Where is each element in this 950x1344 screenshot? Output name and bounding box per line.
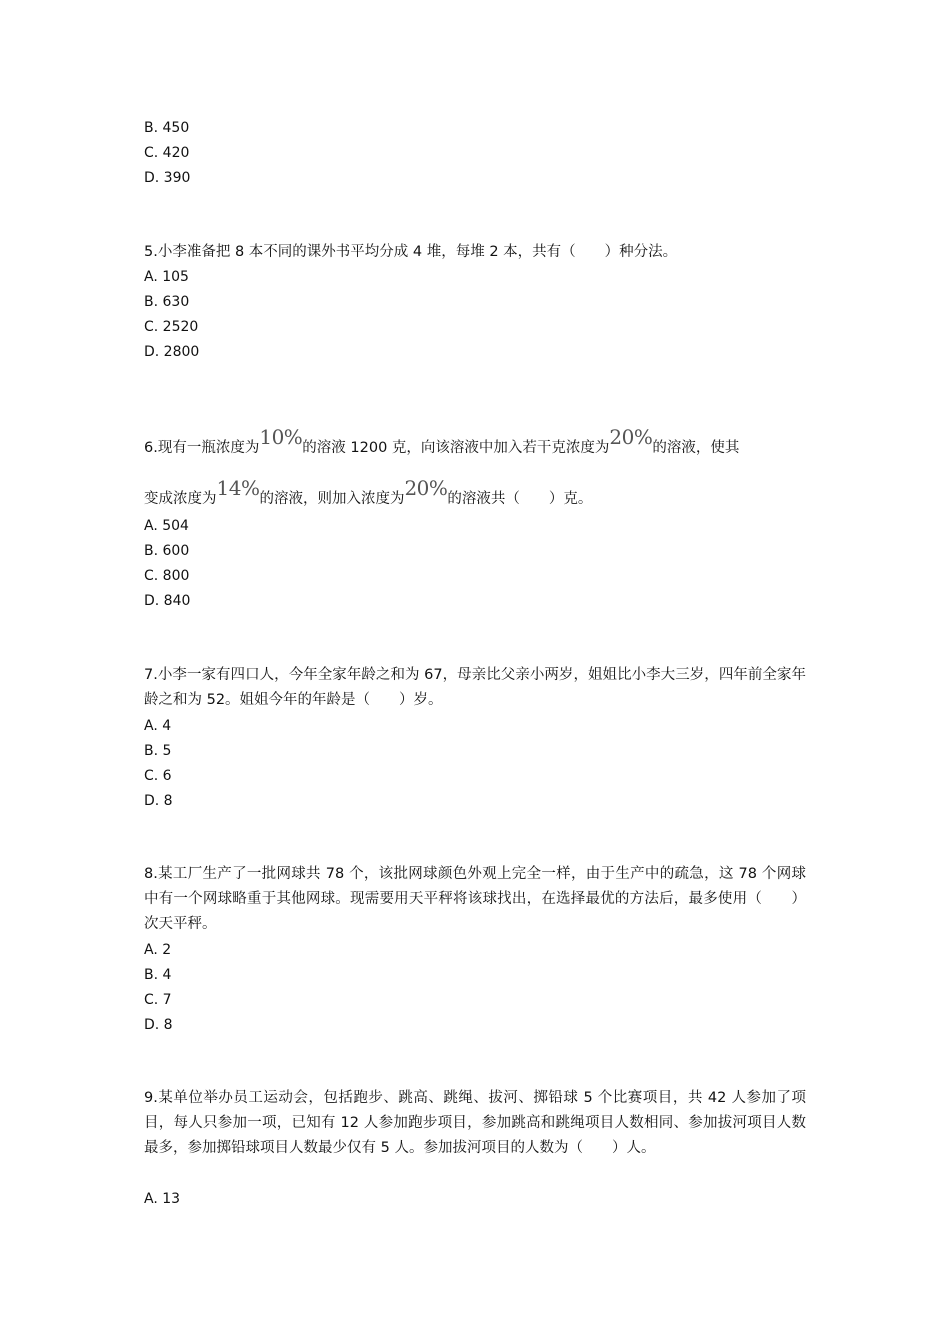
q7-option-c: C. 6 [144,768,172,784]
q6-stem-line2 [144,476,593,508]
q5-stem: 5.小李准备把 8 本不同的课外书平均分成 4 堆，每堆 2 本，共有（ ）种分法。 [144,244,678,260]
q5-option-d: D. 2800 [144,344,200,360]
q7-option-d: D. 8 [144,793,173,809]
q7-option-b: B. 5 [144,743,172,759]
q8-option-c: C. 7 [144,992,172,1008]
q6-percent: 20% [609,425,653,449]
q6-percent: 10% [259,425,303,449]
q5-option-c: C. 2520 [144,319,199,335]
q4-option-d: D. 390 [144,170,191,186]
q8-option-b: B. 4 [144,967,172,983]
q5-option-a: A. 105 [144,269,189,285]
q6-text: 变成浓度为 [144,491,217,507]
q8-option-d: D. 8 [144,1017,173,1033]
q9-option-a: A. 13 [144,1191,181,1207]
q7-stem: 7.小李一家有四口人，今年全家年龄之和为 67，母亲比父亲小两岁，姐姐比小李大三岁，四年前全家年龄之和为 52。姐姐今年的年龄是（ ）岁。 [144,667,806,708]
q6-percent: 20% [404,476,448,500]
q6-percent: 14% [216,476,260,500]
q6-option-c: C. 800 [144,568,190,584]
q6-text: 的溶液 1200 克，向该溶液中加入若干克浓度为 [302,440,610,456]
q6-option-b: B. 600 [144,543,190,559]
q6-text: 的溶液共（ ）克。 [447,491,593,507]
q6-option-a: A. 504 [144,518,189,534]
q6-option-d: D. 840 [144,593,191,609]
q6-text: 的溶液，使其 [652,440,740,456]
q6-stem-line1 [144,425,806,457]
q6-text: 的溶液，则加入浓度为 [259,491,405,507]
q4-option-b: B. 450 [144,120,190,136]
q9-stem: 9.某单位举办员工运动会，包括跑步、跳高、跳绳、拔河、掷铅球 5 个比赛项目，共 42 人参加了项目，每人只参加一项，已知有 12 人参加跑步项目，参加跳高和跳绳项目人数相同、参加拔河项目人数最多，参加掷铅球项目人数最少仅有 5 人。参加拔河项目的人数为（ ）人。 [144,1090,806,1156]
q8-stem: 8.某工厂生产了一批网球共 78 个，该批网球颜色外观上完全一样，由于生产中的疏急，这 78 个网球中有一个网球略重于其他网球。现需要用天平秤将该球找出，在选择最优的方法后，最多使用（ ）次天平秤。 [144,866,806,932]
q4-option-c: C. 420 [144,145,190,161]
q8-option-a: A. 2 [144,942,172,958]
q7-option-a: A. 4 [144,718,172,734]
q5-option-b: B. 630 [144,294,190,310]
q6-text: 6.现有一瓶浓度为 [144,440,260,456]
